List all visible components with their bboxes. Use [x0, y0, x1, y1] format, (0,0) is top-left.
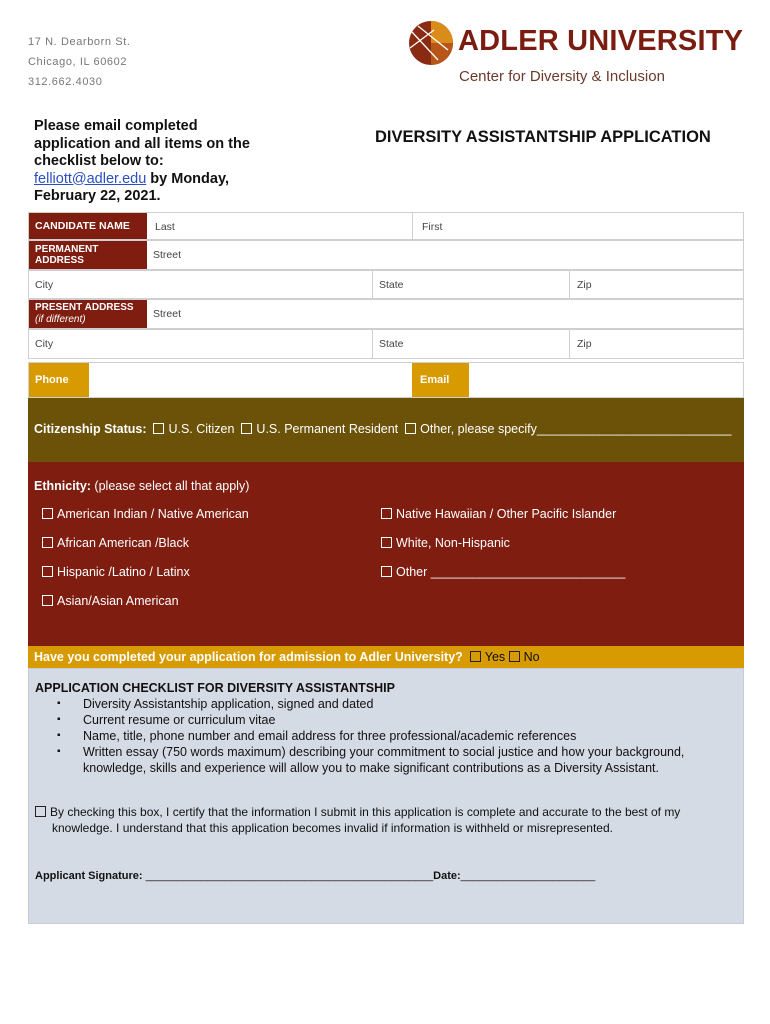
present-address-title: PRESENT ADDRESS	[35, 302, 134, 313]
us-citizen-checkbox[interactable]	[153, 423, 164, 434]
admission-yes-checkbox[interactable]	[470, 651, 481, 662]
phone-label: Phone	[29, 363, 89, 397]
phone-field[interactable]	[91, 363, 411, 397]
checklist-item: ▪ Name, title, phone number and email address for three professional/academic references	[57, 728, 747, 744]
email-link[interactable]: felliott@adler.edu	[34, 170, 147, 187]
logo-name: ADLER UNIVERSITY	[458, 25, 744, 57]
date-line[interactable]: ______________________	[460, 870, 596, 882]
us-citizen-label: U.S. Citizen	[168, 422, 235, 436]
page-title: DIVERSITY ASSISTANTSHIP APPLICATION	[375, 128, 711, 146]
first-name-field[interactable]: First	[422, 221, 443, 233]
permanent-state-field[interactable]: State	[379, 279, 404, 291]
african-american-checkbox[interactable]	[42, 537, 53, 548]
instructions-deadline: by Monday, February 22, 2021.	[34, 170, 229, 204]
checklist-section	[28, 668, 744, 924]
certify-text: By checking this box, I certify that the information I submit in this application is complete and accurate to the best of my knowledge. I understand that this application becomes invalid if information is withheld or misrepresented.	[50, 805, 681, 835]
present-address-row	[28, 299, 744, 329]
last-name-field[interactable]: Last	[155, 221, 175, 233]
checklist-list	[57, 696, 747, 776]
checklist-title: APPLICATION CHECKLIST FOR DIVERSITY ASSISTANTSHIP	[35, 681, 395, 695]
ethnicity-band	[28, 462, 744, 646]
ethnicity-hint: (please select all that apply)	[90, 479, 250, 493]
signature-line[interactable]: _______________________________________________	[145, 870, 434, 882]
email-field[interactable]	[471, 363, 743, 397]
address-street: 17 N. Dearborn St.	[28, 36, 131, 48]
other-citizenship-checkbox[interactable]	[405, 423, 416, 434]
ethnicity-label: Ethnicity:	[34, 479, 91, 493]
asian-label: Asian/Asian American	[57, 594, 179, 608]
date-label: Date:	[433, 870, 461, 882]
checklist-item: ▪ Written essay (750 words maximum) describing your commitment to social justice and how your background, knowledge, skills and experience will allow you to make significant contributions as a Diversity Assistant.	[57, 744, 747, 776]
admission-band	[28, 646, 744, 668]
other-ethnicity-checkbox[interactable]	[381, 566, 392, 577]
instructions-text: Please email completed application and all items on the checklist below to:	[34, 118, 250, 169]
certify-checkbox[interactable]	[35, 806, 46, 817]
white-label: White, Non-Hispanic	[396, 536, 510, 550]
admission-question: Have you completed your application for admission to Adler University?	[34, 650, 463, 664]
candidate-name-row	[28, 212, 744, 240]
candidate-name-label: CANDIDATE NAME	[29, 213, 147, 239]
phone-email-row	[28, 362, 744, 398]
american-indian-checkbox[interactable]	[42, 508, 53, 519]
present-state-field[interactable]: State	[379, 338, 404, 350]
permanent-street-field[interactable]: Street	[153, 249, 182, 261]
adler-logo-mark-icon	[408, 20, 454, 66]
address-city: Chicago, IL 60602	[28, 56, 128, 68]
admission-yes-label: Yes	[484, 650, 506, 664]
hispanic-label: Hispanic /Latino / Latinx	[57, 565, 190, 579]
checklist-item: ▪ Diversity Assistantship application, signed and dated	[57, 696, 747, 712]
address-phone: 312.662.4030	[28, 76, 103, 88]
citizenship-band	[28, 398, 744, 462]
permanent-zip-field[interactable]: Zip	[577, 279, 592, 291]
permanent-address-row	[28, 240, 744, 270]
native-hawaiian-label: Native Hawaiian / Other Pacific Islander	[396, 507, 617, 521]
present-city-field[interactable]: City	[35, 338, 54, 350]
permanent-address-label: PERMANENT ADDRESS	[29, 241, 147, 269]
logo-subtitle: Center for Diversity & Inclusion	[459, 68, 665, 85]
american-indian-label: American Indian / Native American	[57, 507, 249, 521]
admission-no-label: No	[523, 650, 540, 664]
present-address-sub: (if different)	[35, 314, 86, 325]
signature-label: Applicant Signature:	[35, 870, 146, 882]
admission-no-checkbox[interactable]	[509, 651, 520, 662]
other-ethnicity-label: Other ____________________________	[396, 565, 626, 579]
permanent-city-field[interactable]: City	[35, 279, 54, 291]
permanent-city-row	[28, 270, 744, 299]
email-label: Email	[412, 363, 469, 397]
hispanic-checkbox[interactable]	[42, 566, 53, 577]
native-hawaiian-checkbox[interactable]	[381, 508, 392, 519]
permanent-resident-label: U.S. Permanent Resident	[256, 422, 399, 436]
present-street-field[interactable]: Street	[153, 308, 182, 320]
citizenship-label: Citizenship Status:	[34, 422, 147, 436]
present-city-row	[28, 329, 744, 359]
present-zip-field[interactable]: Zip	[577, 338, 592, 350]
african-american-label: African American /Black	[57, 536, 189, 550]
white-checkbox[interactable]	[381, 537, 392, 548]
checklist-item: ▪ Current resume or curriculum vitae	[57, 712, 747, 728]
asian-checkbox[interactable]	[42, 595, 53, 606]
other-citizenship-label: Other, please specify____________________________	[420, 422, 732, 436]
permanent-resident-checkbox[interactable]	[241, 423, 252, 434]
present-address-label	[29, 300, 147, 328]
instructions	[34, 118, 264, 206]
